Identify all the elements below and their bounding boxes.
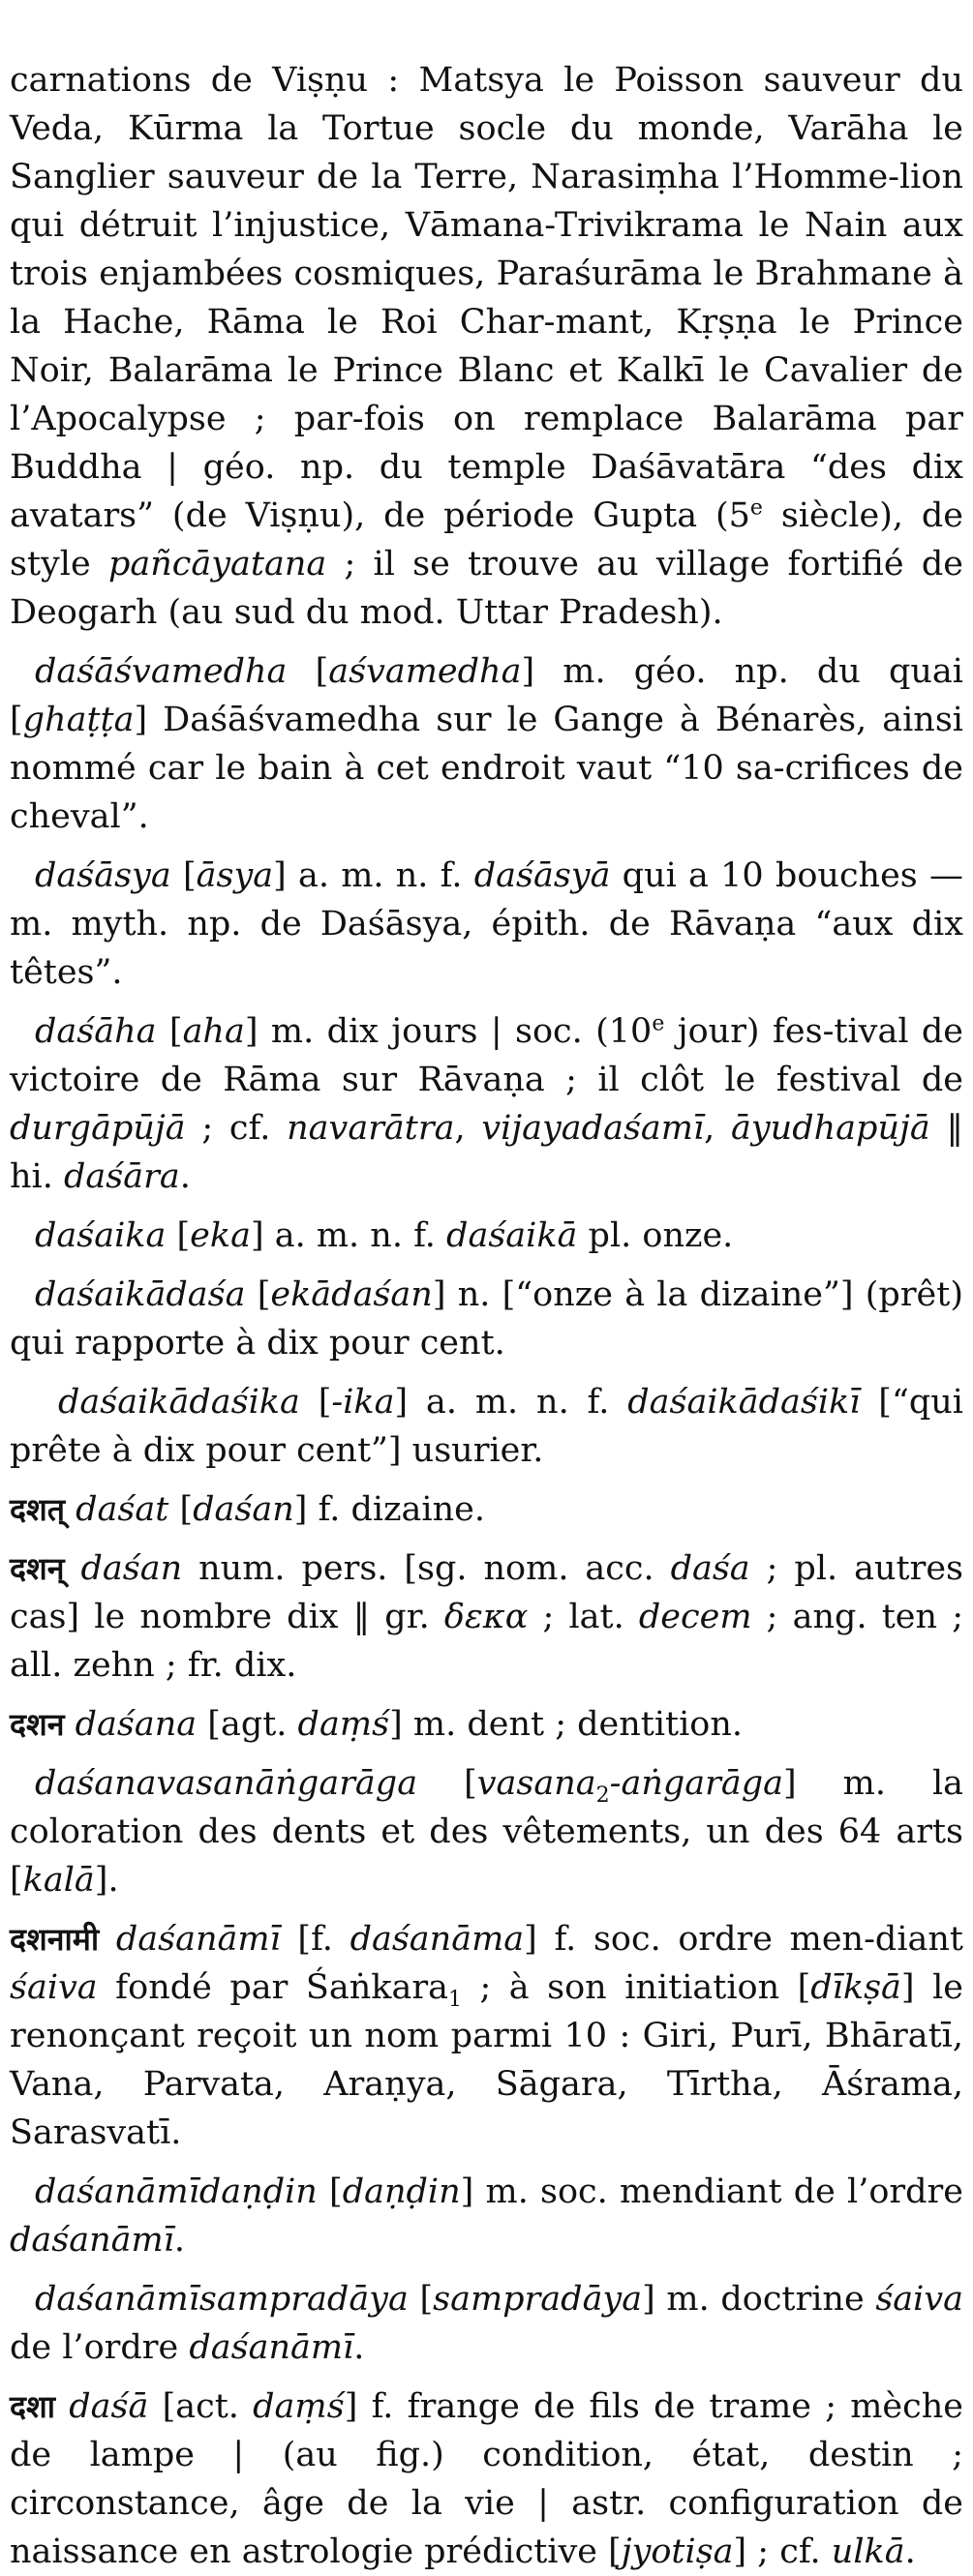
dictionary-entry xyxy=(10,56,963,637)
italic-term: sampradāya xyxy=(433,2280,643,2319)
italic-term: aha xyxy=(182,1012,245,1051)
italic-term: -aṅgarāga xyxy=(609,1764,783,1803)
dictionary-entry xyxy=(10,852,963,997)
italic-term: ghaṭṭa xyxy=(22,701,135,739)
entry-text: [ xyxy=(408,2280,434,2319)
italic-term: daśaikādaśika xyxy=(58,1383,300,1422)
italic-term: daśanāmīsampradāya xyxy=(35,2280,409,2319)
entry-text: carnations de Viṣṇu : Matsya le Poisson sauveur du Veda, Kūrma la Tortue socle du monde, Varāha le Sanglier sauveur de la Terre, Narasiṃha l’Homme-lion qui détruit l’injustice, Vāmana-Trivikrama le Nain aux trois enjambées cosmiques, Paraśurāma le Brahmane à la Hache, Rāma le Roi Char-mant, Kṛṣṇa le Prince Noir, Balarāma le Prince Blanc et Kalkī le Cavalier de l’Apocalypse ; par-fois on remplace Balarāma par Buddha | géo. np. du temple Daśāvatāra “des dix avatars” (de Viṣṇu), de période Gupta (5 xyxy=(10,61,963,535)
italic-term: -ika xyxy=(331,1383,395,1422)
italic-term: daśan xyxy=(80,1549,183,1588)
dictionary-entry xyxy=(10,2275,963,2372)
devanagari-headword: दशनामी xyxy=(10,1921,100,1958)
italic-term: daśana xyxy=(75,1705,198,1744)
entry-text: ; à son initiation [ xyxy=(461,1968,811,2007)
italic-term: daṃś xyxy=(297,1705,390,1744)
entry-text: ] Daśāśvamedha sur le Gange à Bénarès, ainsi nommé car le bain à cet endroit vaut “10 sa-crifices de cheval”. xyxy=(10,701,963,836)
entry-text: [act. xyxy=(148,2387,254,2426)
italic-term: daśanavasanāṅgarāga xyxy=(35,1764,418,1803)
italic-term: dīkṣā xyxy=(810,1968,901,2007)
italic-term: daśaikādaśikī xyxy=(627,1383,861,1422)
dictionary-entry xyxy=(10,1485,963,1534)
dictionary-entry xyxy=(10,2382,963,2576)
entry-text: fondé par Śaṅkara xyxy=(97,1968,448,2007)
entry-text: jour) fes-tival de victoire de Rāma sur Rāvaṇa ; il clôt le festival de xyxy=(10,1012,964,1099)
entry-text: ] m. dent ; dentition. xyxy=(389,1705,744,1744)
subscript: 1 xyxy=(447,1988,462,2012)
entry-text: ] m. soc. mendiant de l’ordre xyxy=(460,2172,963,2211)
italic-term: daśan xyxy=(193,1490,294,1529)
italic-term: daśanāmīdaṇḍin xyxy=(35,2172,318,2211)
dictionary-entry xyxy=(10,1212,963,1260)
entry-text: siècle), de style xyxy=(10,496,964,584)
dictionary-entry xyxy=(10,1544,963,1690)
italic-term: daśanāmī xyxy=(10,2221,174,2260)
italic-term: daśā xyxy=(69,2387,149,2426)
entry-text: num. pers. [sg. nom. acc. xyxy=(182,1549,671,1588)
dictionary-entry xyxy=(10,1007,963,1201)
italic-term: kalā xyxy=(22,1861,95,1900)
italic-term: daśāsya xyxy=(35,856,171,895)
dictionary-entry xyxy=(10,1915,963,2157)
entry-text xyxy=(65,1549,81,1588)
entry-text: ] m. doctrine xyxy=(642,2280,876,2319)
entry-text: ; cf. xyxy=(185,1109,288,1148)
entry-text: ] a. m. n. f. xyxy=(394,1383,628,1422)
italic-term: daśat xyxy=(76,1490,169,1529)
italic-term: daśaika xyxy=(35,1216,167,1255)
entry-text: ; pl. autres cas] le nombre dix ‖ gr. xyxy=(10,1549,963,1636)
entry-text: ] m. géo. np. du quai [ xyxy=(10,652,963,739)
entry-text: [“qui prête à dix pour cent”] usurier. xyxy=(10,1383,963,1470)
italic-term: daṇḍin xyxy=(342,2172,461,2211)
dictionary-entry xyxy=(10,647,963,841)
entry-text: ] le renonçant reçoit un nom parmi 10 : Giri, Purī, Bhāratī, Vana, Parvata, Araṇya, Sāgara, Tīrtha, Āśrama, Sarasvatī. xyxy=(10,1968,963,2152)
italic-term: ekādaśan xyxy=(270,1275,433,1314)
entry-text: ] ; cf. xyxy=(733,2532,832,2571)
devanagari-headword: दशन xyxy=(10,1706,65,1743)
entry-text: . xyxy=(904,2532,916,2571)
entry-text: [ xyxy=(317,2172,343,2211)
italic-term: āsya xyxy=(196,856,274,895)
dictionary-entry xyxy=(10,1271,963,1367)
entry-text: [f. xyxy=(280,1920,350,1959)
entry-text: ; lat. xyxy=(528,1598,639,1636)
entry-text: ] f. soc. ordre men-diant xyxy=(524,1920,963,1959)
dictionary-entry xyxy=(10,1378,963,1475)
italic-term: āyudhapūjā xyxy=(731,1109,930,1148)
entry-text: [ xyxy=(299,1383,332,1422)
entry-text: pl. onze. xyxy=(577,1216,734,1255)
dictionary-entry xyxy=(10,2168,963,2264)
italic-term: daśāsyā xyxy=(473,856,611,895)
subscript: 2 xyxy=(595,1783,610,1808)
entry-text: . xyxy=(179,1157,191,1196)
italic-term: eka xyxy=(190,1216,251,1255)
italic-term: aśvamedha xyxy=(328,652,522,691)
dictionary-entry xyxy=(10,1700,963,1749)
entry-text: ] f. frange de fils de trame ; mèche de lampe | (au fig.) condition, état, destin ; circonstance, âge de la vie | astr. configuration de naissance en astrologie prédictive [ xyxy=(10,2387,963,2571)
entry-text xyxy=(65,1705,76,1744)
italic-term: daśanāmī xyxy=(115,1920,281,1959)
italic-term: śaiva xyxy=(875,2280,963,2319)
entry-text: [ xyxy=(417,1764,477,1803)
entry-text xyxy=(55,2387,69,2426)
entry-text: ] m. dix jours | soc. (10 xyxy=(244,1012,653,1051)
italic-term: daṃś xyxy=(253,2387,345,2426)
entry-text: ‖ hi. xyxy=(10,1109,963,1196)
superscript: e xyxy=(749,495,763,521)
devanagari-headword: दशन् xyxy=(10,1550,65,1587)
entry-text: qui a 10 bouches — m. myth. np. de Daśāsya, épith. de Rāvaṇa “aux dix têtes”. xyxy=(10,856,964,992)
entry-text xyxy=(65,1490,76,1529)
italic-term: jyotiṣa xyxy=(621,2532,734,2571)
italic-term: ulkā xyxy=(831,2532,905,2571)
entry-text: ; il se trouve au village fortifié de Deogarh (au sud du mod. Uttar Pradesh). xyxy=(10,545,963,632)
italic-term: durgāpūjā xyxy=(10,1109,186,1148)
italic-term: vijayadaśamī xyxy=(481,1109,705,1148)
entry-text: , xyxy=(454,1109,482,1148)
entry-text: [agt. xyxy=(197,1705,298,1744)
entry-text: [ xyxy=(170,856,197,895)
entry-text: . xyxy=(173,2221,186,2260)
entry-text: [ xyxy=(156,1012,183,1051)
italic-term: vasana xyxy=(476,1764,596,1803)
italic-term: decem xyxy=(638,1598,752,1636)
italic-term: daśa xyxy=(670,1549,750,1588)
italic-term: pañcāyatana xyxy=(107,545,327,584)
entry-text xyxy=(99,1920,116,1959)
entry-text: . xyxy=(353,2328,365,2367)
entry-text: ]. xyxy=(94,1861,119,1900)
entry-text: ; ang. ten ; all. zehn ; fr. dix. xyxy=(10,1598,964,1685)
italic-term: daśaikā xyxy=(446,1216,578,1255)
entry-text: [ xyxy=(166,1216,191,1255)
italic-term: daśāha xyxy=(35,1012,157,1051)
entry-text: ] m. la coloration des dents et des vêtements, un des 64 arts [ xyxy=(10,1764,964,1900)
entry-text: [ xyxy=(168,1490,194,1529)
italic-term: daśanāmī xyxy=(189,2328,354,2367)
entry-text: [ xyxy=(287,652,329,691)
italic-term: daśanāma xyxy=(350,1920,525,1959)
devanagari-headword: दशा xyxy=(10,2388,56,2425)
italic-term: daśāśvamedha xyxy=(35,652,288,691)
italic-term: śaiva xyxy=(10,1968,98,2007)
entry-text: ] a. m. n. f. xyxy=(273,856,474,895)
entry-text: de l’ordre xyxy=(10,2328,190,2367)
entry-text: ] a. m. n. f. xyxy=(250,1216,447,1255)
superscript: e xyxy=(652,1011,665,1036)
italic-term: δεκα xyxy=(443,1598,529,1636)
dictionary-entry xyxy=(10,1759,963,1904)
entry-text: [ xyxy=(245,1275,271,1314)
entry-text: , xyxy=(704,1109,732,1148)
devanagari-headword: दशत् xyxy=(10,1491,65,1528)
italic-term: daśaikādaśa xyxy=(35,1275,246,1314)
entry-text: ] f. dizaine. xyxy=(293,1490,485,1529)
italic-term: daśāra xyxy=(64,1157,180,1196)
entry-text: ] n. [“onze à la dizaine”] (prêt) qui rapporte à dix pour cent. xyxy=(10,1275,963,1363)
italic-term: navarātra xyxy=(287,1109,455,1148)
